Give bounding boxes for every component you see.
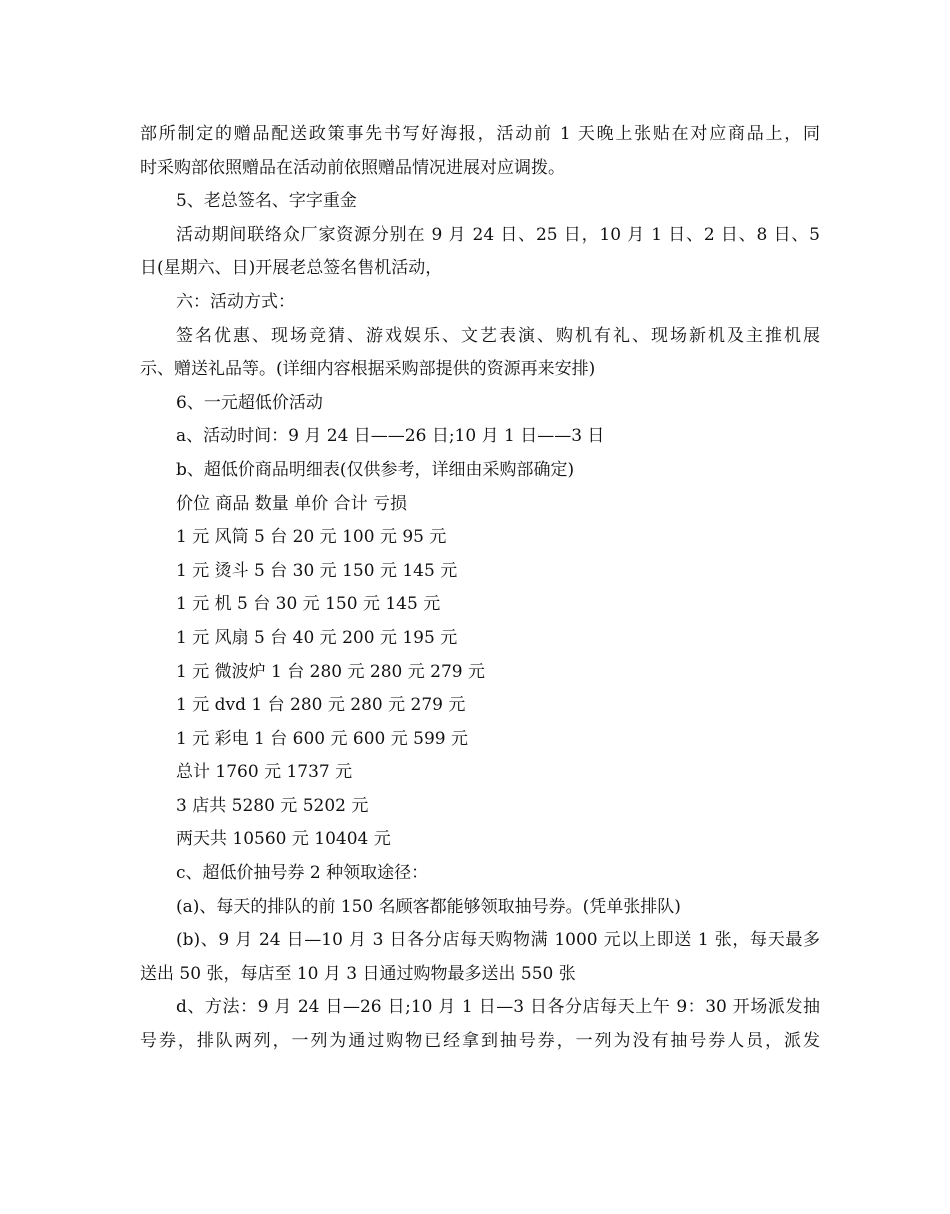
text-line: 日(星期六、日)开展老总签名售机活动， bbox=[140, 258, 443, 279]
table-total-line: 总计 1760 元 1737 元 bbox=[176, 762, 353, 783]
text-line: b、超低价商品明细表(仅供参考，详细由采购部确定) bbox=[176, 459, 575, 480]
section-heading: 6、一元超低价活动 bbox=[176, 392, 323, 413]
text-line: a、活动时间：9 月 24 日——26 日;10 月 1 日——3 日 bbox=[176, 426, 605, 447]
table-total-line: 两天共 10560 元 10404 元 bbox=[176, 829, 391, 850]
section-heading: 5、老总签名、字字重金 bbox=[176, 191, 357, 212]
table-row-line: 1 元 微波炉 1 台 280 元 280 元 279 元 bbox=[176, 661, 486, 682]
table-row-line: 1 元 机 5 台 30 元 150 元 145 元 bbox=[176, 594, 441, 615]
section-heading: 六：活动方式： bbox=[176, 291, 295, 312]
text-line: 时采购部依照赠品在活动前依照赠品情况进展对应调拨。 bbox=[140, 157, 565, 178]
text-line: 活动期间联络众厂家资源分别在 9 月 24 日、25 日，10 月 1 日、2 日、8 日、5 bbox=[176, 224, 820, 245]
table-row-line: 1 元 dvd 1 台 280 元 280 元 279 元 bbox=[176, 695, 466, 716]
text-line: 签名优惠、现场竞猜、游戏娱乐、文艺表演、购机有礼、现场新机及主推机展 bbox=[176, 325, 820, 346]
text-line: 号券，排队两列，一列为通过购物已经拿到抽号券，一列为没有抽号券人员，派发 bbox=[140, 1031, 820, 1052]
text-line: 部所制定的赠品配送政策事先书写好海报，活动前 1 天晚上张贴在对应商品上，同 bbox=[140, 124, 820, 144]
text-line: d、方法：9 月 24 日—26 日;10 月 1 日—3 日各分店每天上午 9：30 开场派发抽 bbox=[176, 997, 820, 1018]
table-row-line: 1 元 彩电 1 台 600 元 600 元 599 元 bbox=[176, 728, 469, 749]
text-line: 送出 50 张，每店至 10 月 3 日通过购物最多送出 550 张 bbox=[140, 963, 576, 984]
table-total-line: 3 店共 5280 元 5202 元 bbox=[176, 795, 369, 816]
text-line: 示、赠送礼品等。(详细内容根据采购部提供的资源再来安排) bbox=[140, 359, 596, 380]
table-header-line: 价位 商品 数量 单价 合计 亏损 bbox=[176, 493, 408, 514]
text-line: (b)、9 月 24 日—10 月 3 日各分店每天购物满 1000 元以上即送 1 张，每天最多 bbox=[176, 930, 820, 951]
text-line: (a)、每天的排队的前 150 名顾客都能够领取抽号券。(凭单张排队) bbox=[176, 896, 681, 917]
document-body bbox=[140, 118, 820, 1059]
table-row-line: 1 元 风扇 5 台 40 元 200 元 195 元 bbox=[176, 627, 458, 648]
text-line: c、超低价抽号券 2 种领取途径： bbox=[176, 863, 429, 884]
table-row-line: 1 元 烫斗 5 台 30 元 150 元 145 元 bbox=[176, 560, 458, 581]
table-row-line: 1 元 风筒 5 台 20 元 100 元 95 元 bbox=[176, 527, 447, 548]
